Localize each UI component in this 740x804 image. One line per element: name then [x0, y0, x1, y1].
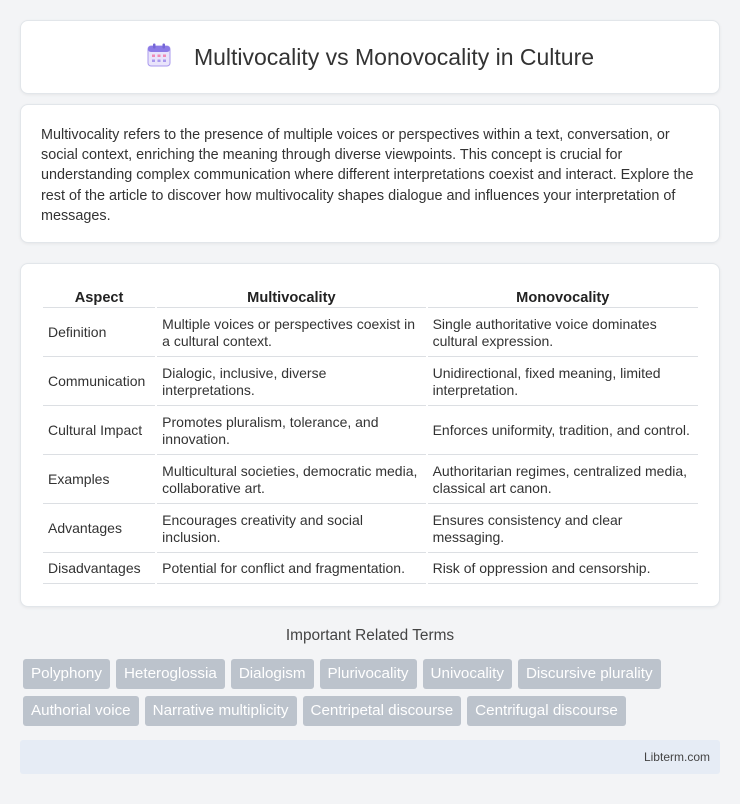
related-terms-title: Important Related Terms	[285, 627, 455, 644]
comparison-table	[41, 284, 700, 586]
cell-multivocality: Multiple voices or perspectives coexist in a cultural context.	[157, 310, 425, 357]
header-multivocality: Multivocality	[157, 286, 425, 308]
table-row	[43, 310, 698, 357]
cell-aspect: Advantages	[43, 506, 155, 553]
table-header-row	[43, 286, 698, 308]
table-row	[43, 408, 698, 455]
cell-monovocality: Single authoritative voice dominates cultural expression.	[428, 310, 698, 357]
tag-authorial-voice[interactable]: Authorial voice	[23, 696, 139, 726]
page-title: Multivocality vs Monovocality in Culture	[193, 43, 595, 70]
cell-monovocality: Enforces uniformity, tradition, and control.	[428, 408, 698, 455]
calendar-icon	[146, 42, 172, 73]
related-terms-list	[23, 659, 723, 733]
tag-narrative-multiplicity[interactable]: Narrative multiplicity	[145, 696, 297, 726]
cell-aspect: Disadvantages	[43, 555, 155, 584]
cell-multivocality: Encourages creativity and social inclusion.	[157, 506, 425, 553]
intro-paragraph: Multivocality refers to the presence of multiple voices or perspectives within a text, conversation, or social context, enriching the meaning through diverse viewpoints. This concept is crucial for understanding complex communication where different interpretations coexist and interact. Explore the rest of the article to discover how multivocality shapes dialogue and influences your interpretation of messages.	[41, 127, 694, 224]
header-monovocality: Monovocality	[428, 286, 698, 308]
footer-site-link[interactable]: Libterm.com	[643, 750, 710, 764]
tag-plurivocality[interactable]: Plurivocality	[320, 659, 417, 689]
table-row	[43, 506, 698, 553]
cell-multivocality: Promotes pluralism, tolerance, and innovation.	[157, 408, 425, 455]
footer	[20, 740, 720, 774]
tag-discursive-plurality[interactable]: Discursive plurality	[518, 659, 661, 689]
intro-card	[20, 104, 720, 243]
table-row	[43, 457, 698, 504]
header-card	[20, 20, 720, 94]
cell-multivocality: Dialogic, inclusive, diverse interpretations.	[157, 359, 425, 406]
tag-row	[23, 659, 723, 689]
tag-univocality[interactable]: Univocality	[423, 659, 512, 689]
tag-row	[23, 696, 723, 726]
cell-monovocality: Risk of oppression and censorship.	[428, 555, 698, 584]
table-row	[43, 359, 698, 406]
tag-polyphony[interactable]: Polyphony	[23, 659, 110, 689]
tag-dialogism[interactable]: Dialogism	[231, 659, 314, 689]
cell-aspect: Communication	[43, 359, 155, 406]
cell-aspect: Examples	[43, 457, 155, 504]
cell-aspect: Cultural Impact	[43, 408, 155, 455]
tag-heteroglossia[interactable]: Heteroglossia	[116, 659, 225, 689]
tag-centrifugal-discourse[interactable]: Centrifugal discourse	[467, 696, 626, 726]
comparison-card	[20, 263, 720, 607]
header-aspect: Aspect	[43, 286, 155, 308]
cell-monovocality: Unidirectional, fixed meaning, limited interpretation.	[428, 359, 698, 406]
cell-multivocality: Multicultural societies, democratic media, collaborative art.	[157, 457, 425, 504]
cell-multivocality: Potential for conflict and fragmentation.	[157, 555, 425, 584]
cell-aspect: Definition	[43, 310, 155, 357]
cell-monovocality: Ensures consistency and clear messaging.	[428, 506, 698, 553]
tag-centripetal-discourse[interactable]: Centripetal discourse	[303, 696, 462, 726]
table-row	[43, 555, 698, 584]
cell-monovocality: Authoritarian regimes, centralized media, classical art canon.	[428, 457, 698, 504]
